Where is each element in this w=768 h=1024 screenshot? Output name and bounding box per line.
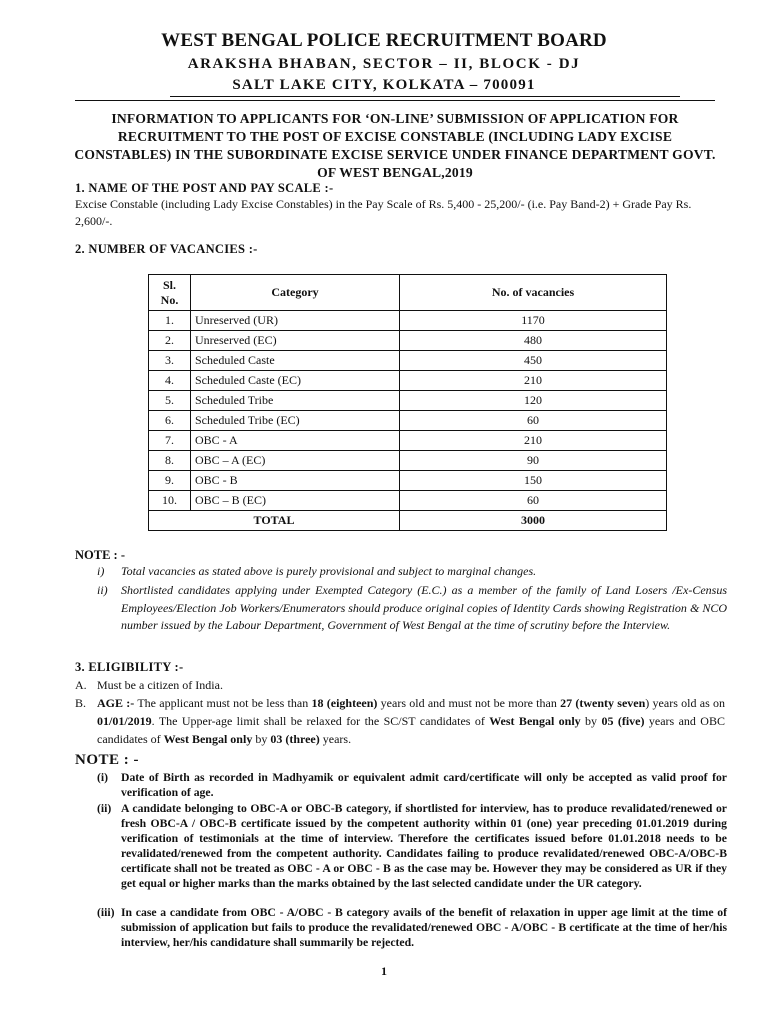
table-row	[149, 331, 667, 351]
eligibility-b-text	[97, 694, 725, 748]
age-text: The applicant must not be less than	[134, 696, 312, 710]
note-2-roman: (i)	[97, 771, 109, 784]
row-vacancies: 1170	[400, 311, 667, 331]
row-sl: 5.	[149, 391, 191, 411]
eligibility-b-label: B.	[75, 696, 87, 710]
table-header-row	[149, 275, 667, 311]
eligibility-a-label: A.	[75, 678, 87, 692]
row-vacancies: 450	[400, 351, 667, 371]
note-2-item	[97, 770, 727, 800]
age-text: years and OBC candidates of	[97, 714, 725, 746]
age-date: 01/01/2019	[97, 714, 152, 728]
eligibility-a	[75, 676, 725, 694]
row-category: Unreserved (EC)	[191, 331, 400, 351]
total-value: 3000	[400, 511, 667, 531]
note-2-item	[97, 801, 727, 891]
table-row	[149, 431, 667, 451]
row-vacancies: 150	[400, 471, 667, 491]
row-sl: 4.	[149, 371, 191, 391]
note-1-roman: ii)	[97, 583, 108, 597]
note-2-item	[97, 905, 727, 950]
row-sl: 2.	[149, 331, 191, 351]
row-vacancies: 210	[400, 371, 667, 391]
note-2-text: Date of Birth as recorded in Madhyamik or equivalent admit card/certificate will only be accepted as valid proof for verification of age.	[121, 771, 727, 799]
note-2-text: A candidate belonging to OBC-A or OBC-B category, if shortlisted for interview, has to produce revalidated/renewed or fresh OBC-A / OBC-B certificate issued by the competent authority within 01 (one) year preceding 01.01.2019 during verification of testimonials at the time of interview. Therefore the certificates issued before 01.01.2018 needs to be revalidated/renewed from the competent authority. Candidates failing to produce revalidated/renewed OBC-A/OBC-B certificate shall not be treated as OBC - A or OBC - B as the case may be. However they may be considered as UR if they get equal or higher marks than the marks obtained by the last selected candidate under the UR category.	[121, 802, 727, 890]
row-sl: 3.	[149, 351, 191, 371]
note-2-label: NOTE : -	[75, 752, 139, 768]
table-row	[149, 411, 667, 431]
note-1-roman: i)	[97, 564, 105, 578]
row-sl: 7.	[149, 431, 191, 451]
address-line-1: ARAKSHA BHABAN, SECTOR – II, BLOCK - DJ	[187, 56, 581, 72]
note-1-item	[97, 563, 727, 581]
table-total-row	[149, 511, 667, 531]
note-2-roman: (iii)	[97, 906, 115, 919]
table-row	[149, 451, 667, 471]
row-category: OBC – B (EC)	[191, 491, 400, 511]
age-label: AGE :-	[97, 696, 135, 710]
header-category: Category	[191, 275, 400, 311]
row-category: Scheduled Caste	[191, 351, 400, 371]
table-row	[149, 311, 667, 331]
row-category: OBC – A (EC)	[191, 451, 400, 471]
age-text: . The Upper-age limit shall be relaxed for the SC/ST candidates of	[151, 714, 490, 728]
page-number: 1	[381, 964, 387, 978]
section-1-text: Excise Constable (including Lady Excise Constables) in the Pay Scale of Rs. 5,400 - 25,200/- (i.e. Pay Band-2) + Grade Pay Rs. 2,600/-.	[75, 197, 692, 228]
row-category: Scheduled Tribe (EC)	[191, 411, 400, 431]
header-sl-no: Sl. No.	[149, 275, 191, 311]
header-rule-short	[170, 96, 680, 97]
age-relax-obc: 03 (three)	[270, 732, 320, 746]
age-relax-sc-st: 05 (five)	[601, 714, 645, 728]
row-vacancies: 90	[400, 451, 667, 471]
age-region: West Bengal only	[163, 732, 253, 746]
note-1-text: Shortlisted candidates applying under Exempted Category (E.C.) as a member of the family of Land Losers /Ex-Census Employees/Election Job Workers/Enumerators should produce original copies of Identity Cards showing Registration & NCO number issued by the Labour Department, Government of West Bengal at the time of scrutiny before the Interview.	[121, 583, 727, 632]
table-row	[149, 351, 667, 371]
table-row	[149, 371, 667, 391]
row-vacancies: 120	[400, 391, 667, 411]
row-sl: 10.	[149, 491, 191, 511]
info-title: INFORMATION TO APPLICANTS FOR ‘ON-LINE’ SUBMISSION OF APPLICATION FOR RECRUITMENT TO THE POST OF EXCISE CONSTABLE (INCLUDING LADY EXCISE CONSTABLES) IN THE SUBORDINATE EXCISE SERVICE UNDER FINANCE DEPARTMENT GOVT. OF WEST BENGAL,2019	[74, 111, 716, 180]
row-category: OBC - A	[191, 431, 400, 451]
row-vacancies: 60	[400, 491, 667, 511]
age-region: West Bengal only	[489, 714, 581, 728]
section-3-heading: 3. ELIGIBILITY :-	[75, 660, 184, 674]
note-1-label: NOTE : -	[75, 548, 125, 562]
note-2-text: In case a candidate from OBC - A/OBC - B category avails of the benefit of relaxation in upper age limit at the time of submission of application but fails to produce the revalidated/renewed OBC - A/OBC - B certificate at the time of her/his interview, her/his candidature shall summarily be rejected.	[121, 906, 727, 949]
total-label: TOTAL	[149, 511, 400, 531]
age-text: years old and must not be more than	[377, 696, 561, 710]
address-line-2: SALT LAKE CITY, KOLKATA – 700091	[232, 77, 536, 93]
age-text: by	[580, 714, 602, 728]
age-max: 27 (twenty seven	[560, 696, 646, 710]
row-sl: 1.	[149, 311, 191, 331]
age-text: years.	[319, 732, 352, 746]
eligibility-a-text: Must be a citizen of India.	[97, 678, 223, 692]
row-vacancies: 210	[400, 431, 667, 451]
vacancies-table	[148, 274, 667, 531]
header-vacancies: No. of vacancies	[400, 275, 667, 311]
row-category: Scheduled Tribe	[191, 391, 400, 411]
row-sl: 6.	[149, 411, 191, 431]
age-min: 18 (eighteen)	[311, 696, 378, 710]
row-sl: 8.	[149, 451, 191, 471]
note-2-roman: (ii)	[97, 802, 112, 815]
header-rule-long	[75, 100, 715, 101]
row-vacancies: 60	[400, 411, 667, 431]
age-text: ) years old as on	[645, 696, 726, 710]
table-row	[149, 491, 667, 511]
row-category: Unreserved (UR)	[191, 311, 400, 331]
row-vacancies: 480	[400, 331, 667, 351]
section-2-heading: 2. NUMBER OF VACANCIES :-	[75, 242, 258, 256]
row-sl: 9.	[149, 471, 191, 491]
section-1-heading: 1. NAME OF THE POST AND PAY SCALE :-	[75, 181, 334, 195]
age-text: by	[252, 732, 271, 746]
table-row	[149, 391, 667, 411]
table-row	[149, 471, 667, 491]
row-category: Scheduled Caste (EC)	[191, 371, 400, 391]
org-title: WEST BENGAL POLICE RECRUITMENT BOARD	[161, 30, 607, 51]
note-1-item	[97, 582, 727, 635]
row-category: OBC - B	[191, 471, 400, 491]
note-1-text: Total vacancies as stated above is purely provisional and subject to marginal changes.	[121, 564, 537, 578]
eligibility-b	[75, 694, 725, 748]
